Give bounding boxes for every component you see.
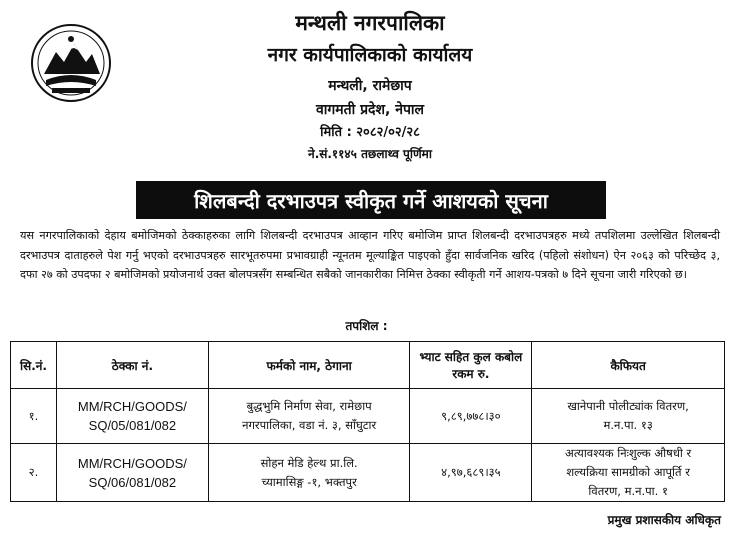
cell-firm [208,444,410,502]
header-remarks: कैफियत [532,342,725,389]
cell-serial: १. [11,389,57,444]
cell-amount: ९,८९,७७८।३० [410,389,532,444]
cell-contract-no [56,389,208,444]
remarks-line: खानेपानी पोलीट्यांक वितरण, [567,399,689,413]
office-name: नगर कार्यपालिकाको कार्यालय [267,44,473,66]
remarks-line: वितरण, म.न.पा. १ [588,484,668,498]
notice-header [0,0,733,178]
cell-remarks [532,389,725,444]
office-location: मन्थली, रामेछाप [328,78,412,94]
nepal-sambat-date: ने.सं.११४५ तछलाथ्व पूर्णिमा [308,147,432,161]
header-contract-no: ठेक्का नं. [56,342,208,389]
firm-line: बुद्धभुमि निर्माण सेवा, रामेछाप [246,399,372,413]
table-row [11,444,725,502]
contract-no-line: SQ/05/081/082 [88,418,177,433]
cell-serial: २. [11,444,57,502]
contract-no-line: SQ/06/081/082 [88,474,177,490]
firm-line: च्यामासिङ्ग -१, भक्तपुर [261,474,357,489]
contract-no-line: MM/RCH/GOODS/ [77,399,187,414]
header-firm: फर्मको नाम, ठेगाना [208,342,410,389]
signature-title: प्रमुख प्रशासकीय अधिकृत [607,513,721,527]
contract-table [10,341,725,502]
header-amount [410,342,532,389]
table-header-row [11,342,725,389]
firm-line: नगरपालिका, वडा नं. ३, साँघुटार [242,418,377,432]
remarks-line: शल्यक्रिया सामग्रीको आपूर्ति र [566,465,690,479]
table-heading: तपशिल : [345,319,388,333]
remarks-line: म.न.पा. १३ [603,418,653,432]
contract-no-line: MM/RCH/GOODS/ [77,455,187,471]
firm-line: सोहन मेडि हेल्थ प्रा.लि. [260,455,358,470]
municipality-name: मन्थली नगरपालिका [295,11,445,35]
table-row [11,389,725,444]
cell-firm [208,389,410,444]
header-amount-text: भ्याट सहित कुल कबोल रकम रु. [419,350,523,381]
cell-amount: ४,९७,६८९।३५ [410,444,532,502]
remarks-line: अत्यावश्यक निःशुल्क औषधी र [565,446,692,460]
province-name: वागमती प्रदेश, नेपाल [315,102,425,118]
cell-remarks [532,444,725,502]
notice-body: यस नगरपालिकाको देहाय बमोजिमको ठेक्काहरुका लागि शिलबन्दी दरभाउपत्र आव्हान गरिए बमोजिम प्राप्त शिलबन्दी दरभाउपत्रहरु मध्ये तपशिलमा उल्लेखित शिलबन्दी दरभाउपत्र दाताहरुले पेश गर्नु भएको दरभाउपत्रहरु सारभूतरुपमा प्रभावग्राही न्यूनतम मूल्याङ्कित पाइएको हुँदा सार्वजनिक खरिद (पहिलो संशोधन) ऐन २०६३ को परिच्छेद ३, दफा २७ को उपदफा २ बमोजिमको प्रयोजनार्थ उक्त बोलपत्रसँग सम्बन्धित सबैको जानकारीका निमित्त ठेक्का स्वीकृती गर्ने आशय-पत्रको ७ दिने सूचना जारी गरिएको छ। [20,229,720,281]
cell-contract-no [56,444,208,502]
nepal-emblem-logo-icon [30,22,112,104]
notice-date: मिति : २०८२/०२/२८ [320,125,420,140]
notice-title-banner: शिलबन्दी दरभाउपत्र स्वीकृत गर्ने आशयको सूचना [136,181,606,219]
header-serial: सि.नं. [11,342,57,389]
